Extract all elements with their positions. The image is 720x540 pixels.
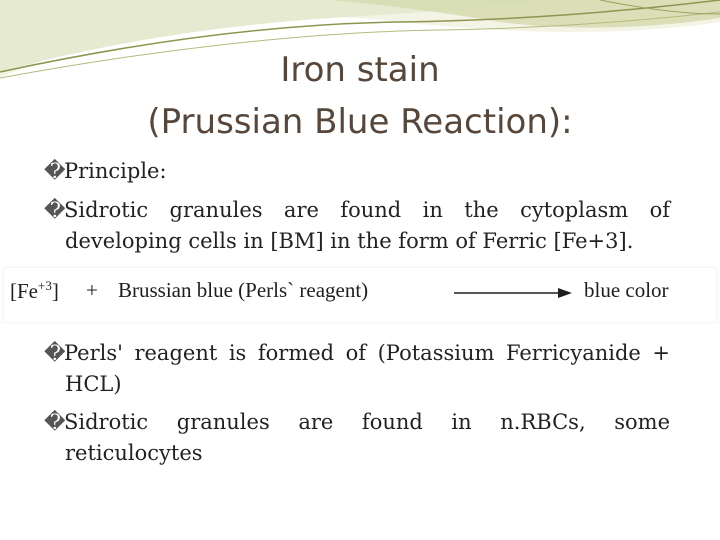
bullet-text: Perls' reagent is formed of (Potassium Ferricyanide + <box>64 341 670 365</box>
bullet-text: Sidrotic granules are found in the cytoplasm of <box>64 198 670 222</box>
bullet-icon: � <box>44 198 66 222</box>
bullet-text-continued: reticulocytes <box>65 441 203 465</box>
bullet-sidrotic-nrbcs <box>44 407 670 469</box>
bullet-icon: � <box>44 159 66 183</box>
reaction-arrow-icon <box>454 288 572 298</box>
bullet-text: Principle: <box>64 159 167 183</box>
reaction-equation <box>4 268 716 322</box>
bullet-text: Sidrotic granules are found in n.RBCs, some <box>64 410 670 434</box>
bullet-sidrotic-cytoplasm <box>44 195 670 257</box>
bullet-text-continued: HCL) <box>65 372 122 396</box>
bullet-icon: � <box>44 341 66 365</box>
bullet-perls-reagent <box>44 338 670 400</box>
slide-title <box>0 44 720 148</box>
product-label: blue color <box>584 278 669 302</box>
bullet-text-continued: developing cells in [BM] in the form of Ferric [Fe+3]. <box>65 229 634 253</box>
plus-sign: + <box>86 278 98 302</box>
reactant-ferric: $[Fe^{+3}]$ <box>10 278 59 303</box>
bullet-principle <box>44 156 670 187</box>
title-line-1: Iron stain <box>280 50 440 90</box>
bullet-icon: � <box>44 410 66 434</box>
reagent-label: Brussian blue (Perls` reagent) <box>118 278 369 302</box>
title-line-2: (Prussian Blue Reaction): <box>147 102 573 142</box>
